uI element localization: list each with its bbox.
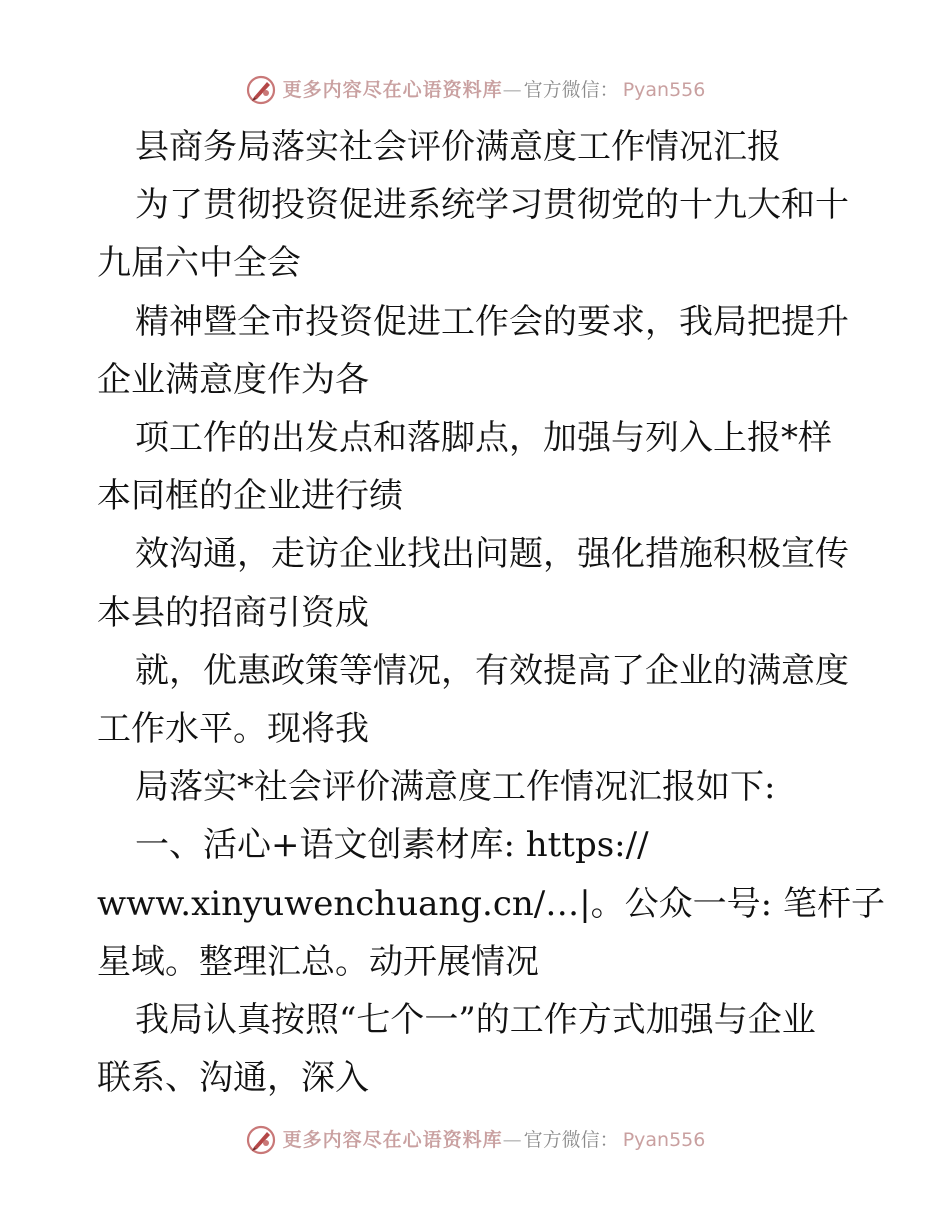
paragraph-line: 本县的招商引资成 — [97, 592, 369, 633]
watermark-banner-top — [0, 70, 950, 110]
paragraph-line: 项工作的出发点和落脚点，加强与列入上报*样 — [135, 418, 832, 459]
paragraph-line: 就，优惠政策等情况，有效提高了企业的满意度 — [135, 650, 849, 691]
watermark-wechat-label: 官方微信： — [523, 79, 619, 101]
paragraph-line: 本同框的企业进行绩 — [97, 476, 403, 517]
document-body — [97, 118, 885, 1107]
watermark-brand: 更多内容尽在心语资料库 — [282, 79, 503, 101]
watermark-separator: — — [502, 79, 522, 101]
quill-logo-icon — [245, 74, 277, 106]
watermark-separator: — — [502, 1129, 522, 1151]
section-heading: 一、活心+语文创素材库: https:// — [135, 825, 649, 866]
watermark-banner-bottom — [0, 1120, 950, 1160]
watermark-wechat-label: 官方微信： — [523, 1129, 619, 1151]
paragraph-line: 星域。整理汇总。动开展情况 — [97, 941, 539, 982]
paragraph-line: 精神暨全市投资促进工作会的要求，我局把提升 — [135, 301, 849, 342]
quill-logo-icon — [245, 1124, 277, 1156]
paragraph-line: 为了贯彻投资促进系统学习贯彻党的十九大和十 — [135, 185, 849, 226]
paragraph-line: www.xinyuwenchuang.cn/…|。公众一号: 笔杆子 — [97, 883, 885, 924]
paragraph-line: 企业满意度作为各 — [97, 359, 369, 400]
paragraph-line: 局落实*社会评价满意度工作情况汇报如下: — [135, 767, 776, 808]
paragraph-line: 工作水平。现将我 — [97, 709, 369, 750]
paragraph-line: 九届六中全会 — [97, 243, 301, 284]
watermark-wechat-id: Pyan556 — [622, 79, 706, 101]
paragraph-line: 联系、沟通，深入 — [97, 1058, 369, 1099]
document-title: 县商务局落实社会评价满意度工作情况汇报 — [135, 127, 781, 167]
watermark-wechat-id: Pyan556 — [622, 1129, 706, 1151]
watermark-brand: 更多内容尽在心语资料库 — [282, 1129, 503, 1151]
paragraph-line: 我局认真按照“七个一”的工作方式加强与企业 — [135, 1000, 816, 1041]
paragraph-line: 效沟通，走访企业找出问题，强化措施积极宣传 — [135, 534, 849, 575]
